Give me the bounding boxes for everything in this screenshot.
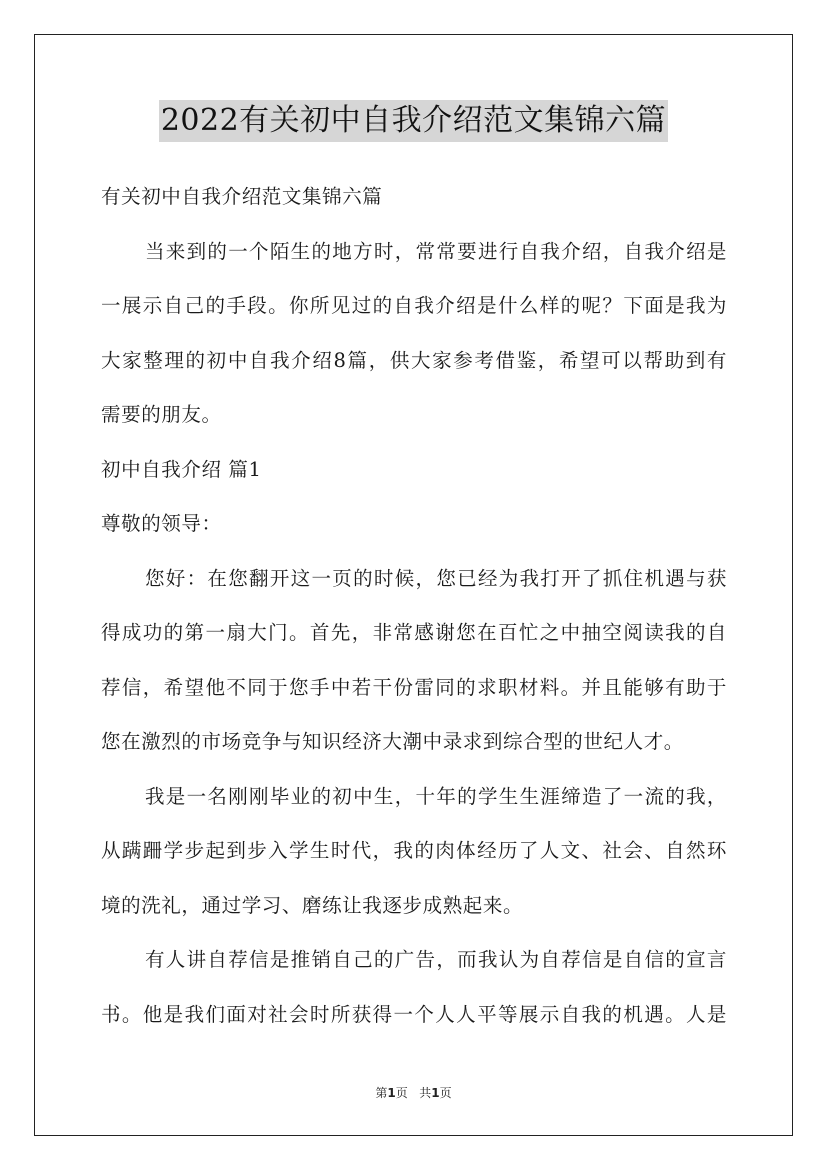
document-title: 2022有关初中自我介绍范文集锦六篇 [159,100,668,142]
footer-page-prefix: 第 [375,1086,388,1100]
text-line: 需要的朋友。 [101,403,222,426]
text-line: 当来到的一个陌生的地方时，常常要进行自我介绍，自我介绍是 [145,239,727,263]
text-line: 得成功的第一扇大门。首先，非常感谢您在百忙之中抽空阅读我的自 [101,621,727,644]
text-line: 荐信，希望他不同于您手中若干份雷同的求职材料。并且能够有助于 [101,675,727,699]
text-line: 境的洗礼，通过学习、磨练让我逐步成熟起来。 [101,893,524,917]
text-line: 有人讲自荐信是推销自己的广告，而我认为自荐信是自信的宣言 [145,948,727,971]
text-line: 我是一名刚刚毕业的初中生，十年的学生生涯缔造了一流的我， [145,784,727,808]
text-line: 书。他是我们面对社会时所获得一个人人平等展示自我的机遇。人是 [101,1002,727,1026]
title-container [0,100,827,142]
document-body [101,170,727,1042]
text-line: 一展示自己的手段。你所见过的自我介绍是什么样的呢？下面是我为 [101,294,727,317]
footer-total-prefix: 共 [419,1086,432,1100]
footer-page-suffix: 页 [395,1086,408,1100]
page-footer [0,1084,827,1101]
text-line: 从蹒跚学步起到步入学生时代，我的肉体经历了人文、社会、自然环 [101,839,727,862]
text-line: 大家整理的初中自我介绍8篇，供大家参考借鉴，希望可以帮助到有 [101,348,727,372]
text-line: 尊敬的领导： [101,512,222,535]
footer-page-number: 1 [387,1086,396,1100]
text-line: 初中自我介绍 篇1 [101,457,262,481]
text-line: 您好：在您翻开这一页的时候，您已经为我打开了抓住机遇与获 [145,566,727,590]
text-line: 有关初中自我介绍范文集锦六篇 [101,185,383,208]
footer-total-number: 1 [431,1086,440,1100]
text-line: 您在激烈的市场竞争与知识经济大潮中录求到综合型的世纪人才。 [101,730,684,753]
footer-total-suffix: 页 [439,1086,452,1100]
